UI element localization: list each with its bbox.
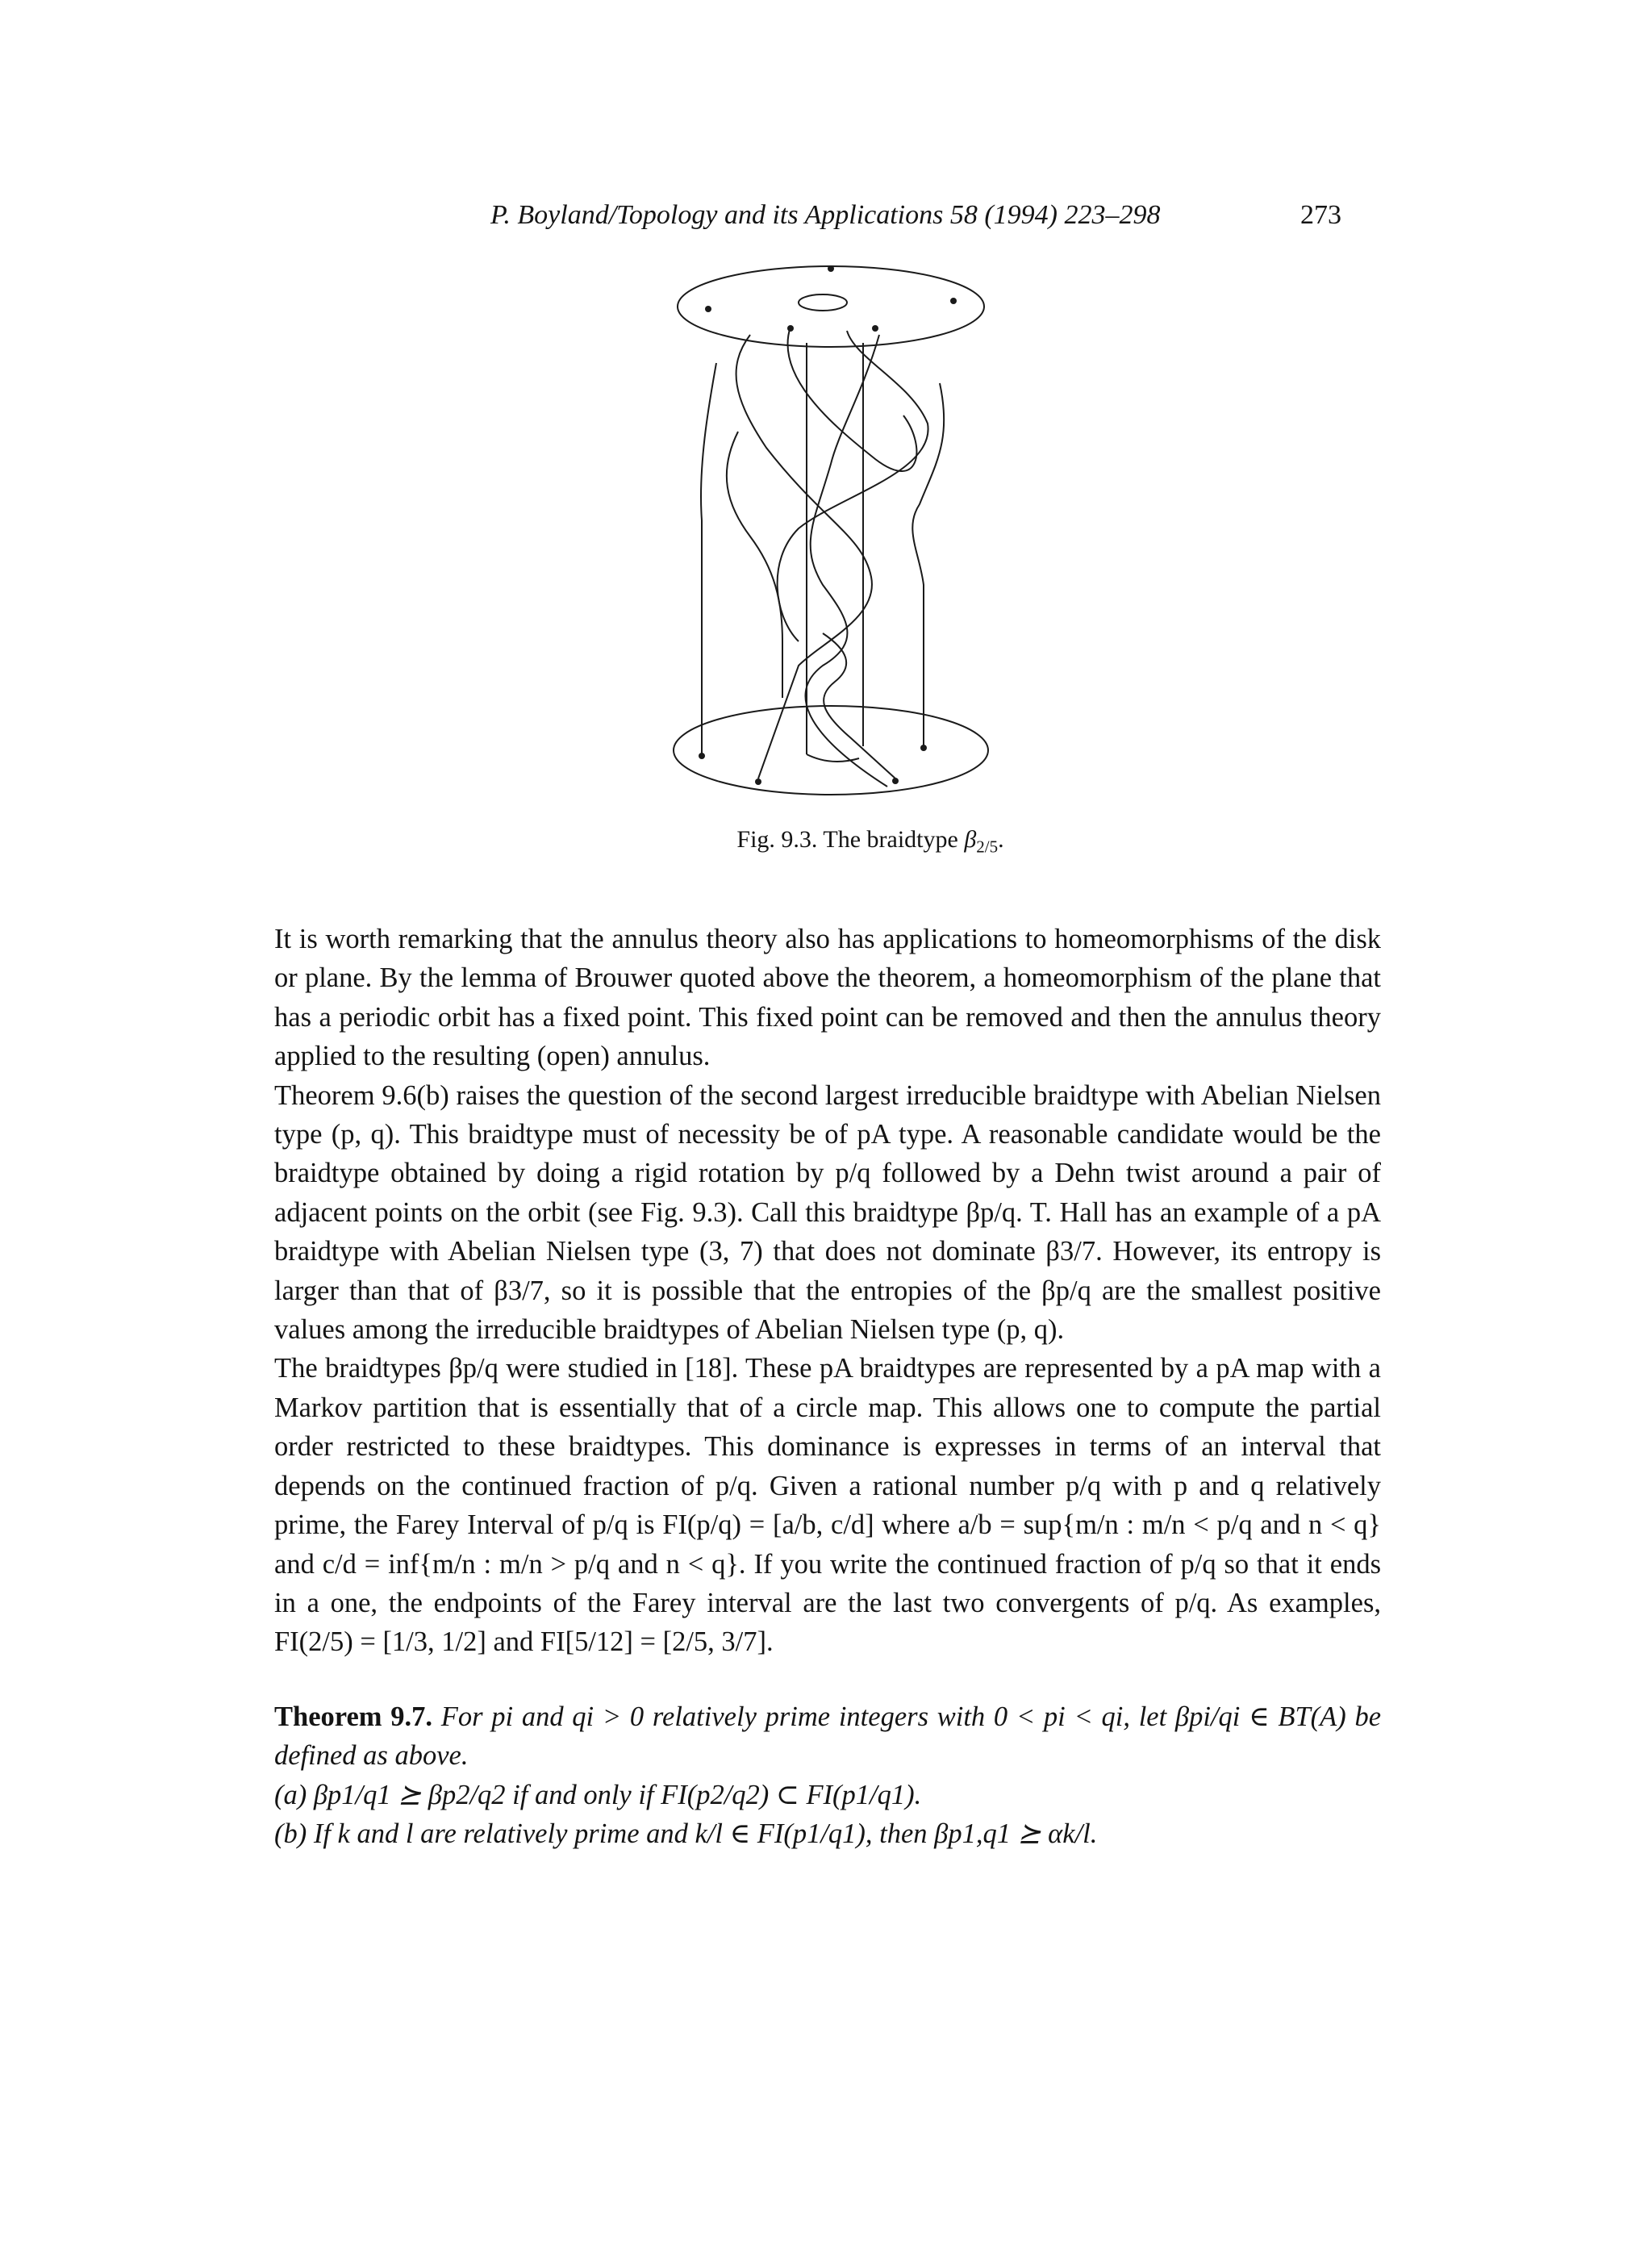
braid-diagram bbox=[661, 262, 1000, 827]
strand-1 bbox=[736, 335, 872, 779]
top-point-3 bbox=[950, 298, 957, 304]
theorem-9-7 bbox=[274, 1697, 1381, 1776]
caption-end: . bbox=[998, 826, 1004, 853]
caption-beta: β bbox=[964, 826, 977, 853]
bottom-point-1 bbox=[699, 753, 705, 759]
bottom-point-2 bbox=[755, 779, 761, 785]
paragraph-1: It is worth remarking that the annulus theory also has applications to homeomorphisms of the disk or plane. By the lemma of Brouwer quoted above the theorem, a homeomorphism of the plane that has a periodic orbit has a fixed point. This fixed point can be removed and then the annulus theory applied to the resulting (open) annulus. bbox=[274, 924, 1381, 1072]
theorem-part-b: (b) If k and l are relatively prime and k/l ∈ FI(p1/q1), then βp1,q1 ⪰ αk/l. bbox=[274, 1818, 1098, 1849]
paragraph-3: The braidtypes βp/q were studied in [18]. These pA braidtypes are represented by a pA map with a Markov partition that is essentially that of a circle map. This allows one to compute the partial order restricted to these braidtypes. This dominance is expresses in terms of an interval that depends on the continued fraction of p/q. Given a rational number p/q with p and q relatively prime, the Farey Interval of p/q is FI(p/q) = [a/b, c/d] where a/b = sup{m/n : m/n < p/q and n < q} and c/d = inf{m/n : m/n > p/q and n < q}. If you write the continued fraction of p/q so that it ends in a one, the endpoints of the Farey interval are the last two convergents of p/q. As examples, FI(2/5) = [1/3, 1/2] and FI[5/12] = [2/5, 3/7]. bbox=[274, 1353, 1381, 1658]
bottom-point-3 bbox=[892, 778, 899, 784]
top-disk bbox=[678, 266, 984, 347]
top-hole bbox=[799, 294, 847, 311]
top-point-5 bbox=[872, 325, 878, 332]
running-head bbox=[0, 200, 1652, 239]
strand-left-outer bbox=[701, 363, 716, 754]
caption-text bbox=[648, 826, 1004, 857]
body-text bbox=[274, 920, 1381, 1853]
caption-subscript: 2/5 bbox=[976, 837, 999, 857]
top-point-2 bbox=[828, 265, 834, 272]
strand-5 bbox=[727, 432, 782, 698]
caption-prefix: Fig. 9.3. The braidtype bbox=[736, 826, 965, 853]
page-number: 273 bbox=[1300, 200, 1341, 230]
theorem-statement: For pi and qi > 0 relatively prime integers with 0 < pi < qi, let βpi/qi ∈ BT(A) be defined as above. bbox=[274, 1701, 1382, 1772]
bottom-point-4 bbox=[920, 745, 927, 751]
bottom-disk bbox=[674, 706, 988, 795]
theorem-title: Theorem 9.7. bbox=[274, 1701, 432, 1732]
braid-figure bbox=[661, 262, 1000, 827]
theorem-part-a: (a) βp1/q1 ⪰ βp2/q2 if and only if FI(p2/q2) ⊂ FI(p1/q1). bbox=[274, 1779, 922, 1810]
strand-4 bbox=[806, 335, 887, 787]
strand-right-outer bbox=[912, 383, 944, 746]
top-point-1 bbox=[705, 306, 711, 312]
top-point-4 bbox=[787, 325, 794, 332]
journal-citation: P. Boyland/Topology and its Applications 58 (1994) 223–298 bbox=[490, 200, 1161, 230]
paragraph-2: Theorem 9.6(b) raises the question of the second largest irreducible braidtype with Abelian Nielsen type (p, q). This braidtype must of necessity be of pA type. A reasonable candidate would be the braidtype obtained by doing a rigid rotation by p/q followed by a Dehn twist around a pair of adjacent points on the orbit (see Fig. 9.3). Call this braidtype βp/q. T. Hall has an example of a pA braidtype with Abelian Nielsen type (3, 7) that does not dominate β3/7. However, its entropy is larger than that of β3/7, so it is possible that the entropies of the βp/q are the smallest positive values among the irreducible braidtypes of Abelian Nielsen type (p, q). bbox=[274, 1079, 1381, 1346]
figure-caption bbox=[0, 826, 1652, 857]
